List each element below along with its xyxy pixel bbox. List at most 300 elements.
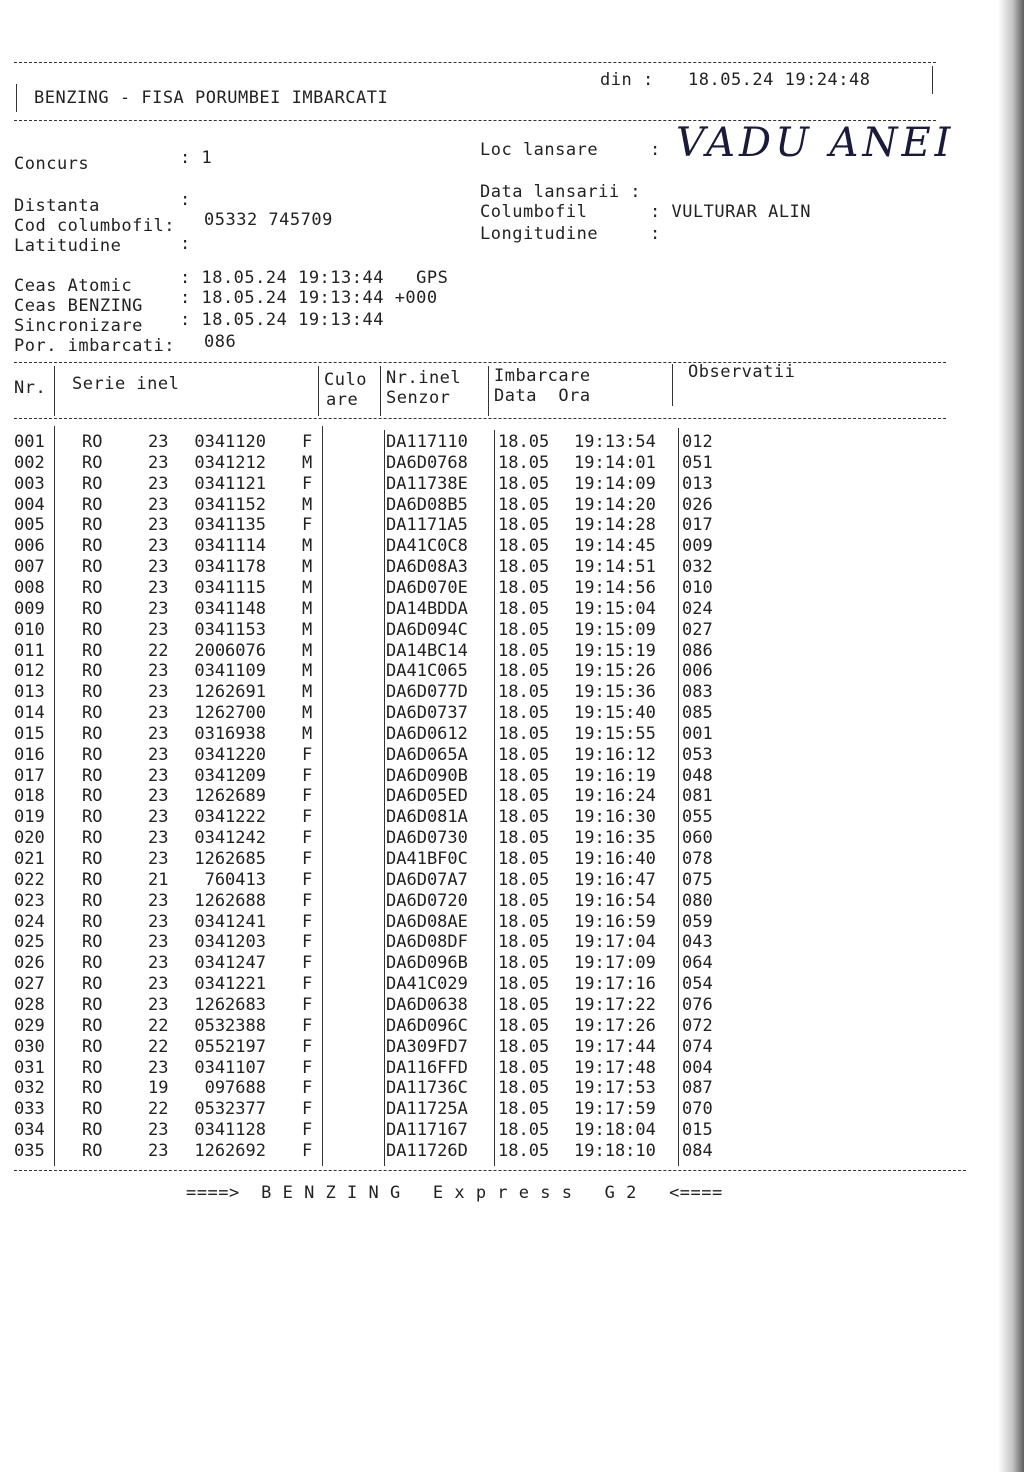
boarding-time: 19:15:26	[574, 661, 656, 682]
ring-year: 22	[148, 1099, 169, 1120]
ring-year: 23	[148, 786, 169, 807]
sensor-id: DA41C0C8	[386, 536, 468, 557]
sensor-id: DA11736C	[386, 1078, 468, 1099]
observation: 024	[682, 598, 713, 619]
observation: 055	[682, 807, 713, 828]
sensor-id: DA6D08AE	[386, 911, 468, 932]
row-number: 026	[14, 953, 45, 974]
ring-country: RO	[82, 557, 103, 578]
ring-country: RO	[82, 1140, 103, 1161]
pigeon-sex: F	[302, 807, 313, 828]
sensor-id: DA6D0720	[386, 890, 468, 911]
row-number: 012	[14, 661, 45, 682]
row-number: 013	[14, 682, 45, 703]
header-observatii: Observatii	[688, 362, 796, 382]
col-sep-serie-header	[318, 366, 319, 416]
observation: 032	[682, 557, 713, 578]
distanta-value: :	[180, 190, 191, 210]
sensor-id: DA6D094C	[386, 619, 468, 640]
observation: 051	[682, 452, 713, 473]
pigeon-sex: F	[302, 828, 313, 849]
boarding-date: 18.05	[498, 1140, 550, 1161]
boarding-date: 18.05	[498, 828, 550, 849]
boarding-time: 19:17:16	[574, 974, 656, 995]
boarding-date: 18.05	[498, 1099, 550, 1120]
observation: 060	[682, 828, 713, 849]
table-row	[0, 1099, 760, 1120]
boarding-time: 19:17:53	[574, 1078, 656, 1099]
boarding-time: 19:16:54	[574, 890, 656, 911]
header-culoare-1: Culo	[324, 370, 367, 390]
sensor-id: DA41C029	[386, 974, 468, 995]
boarding-time: 19:14:56	[574, 577, 656, 598]
table-row	[0, 682, 760, 703]
table-row	[0, 515, 760, 536]
table-row	[0, 870, 760, 891]
table-row	[0, 1016, 760, 1037]
pigeon-sex: F	[302, 1099, 313, 1120]
sensor-id: DA14BDDA	[386, 598, 468, 619]
sensor-id: DA6D077D	[386, 682, 468, 703]
table-row	[0, 745, 760, 766]
table-row	[0, 724, 760, 745]
ring-year: 23	[148, 494, 169, 515]
pigeon-sex: M	[302, 536, 313, 557]
boarding-date: 18.05	[498, 661, 550, 682]
ring-year: 23	[148, 849, 169, 869]
table-row	[0, 432, 760, 453]
latitudine-label: Latitudine	[14, 236, 122, 256]
table-row	[0, 995, 760, 1016]
boarding-date: 18.05	[498, 536, 550, 557]
ring-country: RO	[82, 974, 103, 995]
ring-number: 0341109	[194, 661, 266, 682]
row-number: 003	[14, 473, 45, 494]
col-sep-senzor-header	[488, 366, 489, 416]
boarding-date: 18.05	[498, 432, 550, 452]
ring-year: 23	[148, 536, 169, 557]
row-number: 022	[14, 869, 45, 890]
pigeon-sex: M	[302, 682, 313, 703]
columbofil-value: : VULTURAR ALIN	[650, 202, 812, 222]
observation: 027	[682, 619, 713, 640]
boarding-time: 19:14:09	[574, 473, 656, 494]
ring-country: RO	[82, 1057, 103, 1078]
table-row	[0, 474, 760, 495]
por-imbarcati-label: Por. imbarcati:	[14, 336, 176, 356]
ring-number: 0532388	[194, 1015, 266, 1036]
boarding-time: 19:16:47	[574, 869, 656, 890]
header-nr-inel: Nr.inel	[386, 368, 462, 388]
table-row	[0, 932, 760, 953]
longitudine-value: :	[650, 224, 661, 244]
observation: 080	[682, 890, 713, 911]
boarding-time: 19:17:48	[574, 1057, 656, 1078]
ring-year: 23	[148, 661, 169, 682]
ring-country: RO	[82, 515, 103, 536]
ring-number: 0532377	[194, 1099, 266, 1120]
ring-country: RO	[82, 1015, 103, 1036]
boarding-time: 19:16:12	[574, 744, 656, 765]
row-number: 014	[14, 703, 45, 724]
ring-number: 1262691	[194, 682, 266, 703]
boarding-date: 18.05	[498, 911, 550, 932]
boarding-time: 19:17:09	[574, 953, 656, 974]
din-label: din :	[600, 70, 654, 90]
pigeon-sex: F	[302, 744, 313, 765]
pigeon-sex: M	[302, 557, 313, 578]
ring-year: 22	[148, 640, 169, 661]
boarding-date: 18.05	[498, 786, 550, 807]
table-row	[0, 953, 760, 974]
ring-number: 0341247	[194, 953, 266, 974]
table-row	[0, 912, 760, 933]
sensor-id: DA41C065	[386, 661, 468, 682]
ring-number: 0341212	[194, 452, 266, 473]
boarding-time: 19:16:59	[574, 911, 656, 932]
ring-year: 23	[148, 577, 169, 598]
ring-country: RO	[82, 452, 103, 473]
boarding-date: 18.05	[498, 994, 550, 1015]
row-number: 035	[14, 1140, 45, 1161]
pigeon-sex: F	[302, 953, 313, 974]
distanta-label: Distanta	[14, 196, 100, 216]
ring-number: 0341241	[194, 911, 266, 932]
boarding-time: 19:15:19	[574, 640, 656, 661]
boarding-time: 19:14:51	[574, 557, 656, 578]
table-row	[0, 974, 760, 995]
ring-number: 760413	[204, 869, 266, 890]
ring-country: RO	[82, 619, 103, 640]
ring-year: 23	[148, 1140, 169, 1161]
ring-number: 1262700	[194, 703, 266, 724]
row-number: 033	[14, 1099, 45, 1120]
header-data-ora: Data Ora	[494, 386, 591, 406]
sensor-id: DA11726D	[386, 1140, 468, 1161]
pigeon-sex: M	[302, 577, 313, 598]
ring-number: 1262688	[194, 890, 266, 911]
observation: 048	[682, 765, 713, 786]
pigeon-sex: F	[302, 974, 313, 995]
boarding-date: 18.05	[498, 1078, 550, 1099]
longitudine-label: Longitudine	[480, 224, 599, 244]
ring-year: 23	[148, 932, 169, 953]
boarding-time: 19:14:28	[574, 515, 656, 536]
loc-lansare-label: Loc lansare	[480, 140, 599, 160]
sensor-id: DA6D0737	[386, 703, 468, 724]
ring-number: 1262685	[194, 849, 266, 869]
pigeon-sex: M	[302, 723, 313, 744]
boarding-time: 19:17:04	[574, 932, 656, 953]
ring-number: 097688	[204, 1078, 266, 1099]
sensor-id: DA117110	[386, 432, 468, 452]
row-number: 023	[14, 890, 45, 911]
observation: 043	[682, 932, 713, 953]
ring-year: 23	[148, 682, 169, 703]
table-row	[0, 703, 760, 724]
ring-number: 1262689	[194, 786, 266, 807]
ring-number: 0341209	[194, 765, 266, 786]
observation: 085	[682, 703, 713, 724]
table-bottom-border	[14, 1170, 966, 1171]
observation: 026	[682, 494, 713, 515]
pigeon-sex: F	[302, 849, 313, 869]
sensor-id: DA14BC14	[386, 640, 468, 661]
observation: 006	[682, 661, 713, 682]
row-number: 015	[14, 723, 45, 744]
boarding-time: 19:16:40	[574, 849, 656, 869]
ring-year: 23	[148, 432, 169, 452]
sensor-id: DA6D08DF	[386, 932, 468, 953]
pigeon-sex: M	[302, 598, 313, 619]
ring-year: 23	[148, 723, 169, 744]
pigeon-sex: F	[302, 869, 313, 890]
boarding-time: 19:17:44	[574, 1036, 656, 1057]
row-number: 024	[14, 911, 45, 932]
sensor-id: DA6D08A3	[386, 557, 468, 578]
observation: 015	[682, 1120, 713, 1141]
sensor-id: DA6D090B	[386, 765, 468, 786]
boarding-time: 19:18:04	[574, 1120, 656, 1141]
concurs-label: Concurs	[14, 154, 90, 174]
ring-year: 23	[148, 473, 169, 494]
sensor-id: DA1171A5	[386, 515, 468, 536]
ring-country: RO	[82, 494, 103, 515]
ring-year: 23	[148, 619, 169, 640]
observation: 084	[682, 1140, 713, 1161]
ring-number: 1262692	[194, 1140, 266, 1161]
sensor-id: DA6D05ED	[386, 786, 468, 807]
sensor-id: DA117167	[386, 1120, 468, 1141]
table-row	[0, 578, 760, 599]
pigeon-sex: M	[302, 640, 313, 661]
pigeon-sex: M	[302, 703, 313, 724]
por-imbarcati-value: 086	[204, 332, 237, 352]
table-row	[0, 1141, 760, 1162]
ring-country: RO	[82, 536, 103, 557]
table-row	[0, 766, 760, 787]
boarding-date: 18.05	[498, 869, 550, 890]
ring-number: 0341203	[194, 932, 266, 953]
loc-lansare-handwritten: VADU ANEI	[676, 120, 955, 166]
row-number: 028	[14, 994, 45, 1015]
observation: 017	[682, 515, 713, 536]
ring-number: 0341153	[194, 619, 266, 640]
observation: 087	[682, 1078, 713, 1099]
ring-country: RO	[82, 744, 103, 765]
boarding-date: 18.05	[498, 932, 550, 953]
boarding-date: 18.05	[498, 598, 550, 619]
ring-country: RO	[82, 577, 103, 598]
row-number: 025	[14, 932, 45, 953]
boarding-date: 18.05	[498, 1057, 550, 1078]
footer-brand: ====> B E N Z I N G E x p r e s s G 2 <====	[186, 1183, 723, 1203]
table-row	[0, 849, 760, 870]
pigeon-sex: F	[302, 765, 313, 786]
pigeon-sex: M	[302, 661, 313, 682]
observation: 053	[682, 744, 713, 765]
pigeon-sex: M	[302, 452, 313, 473]
sensor-id: DA116FFD	[386, 1057, 468, 1078]
row-number: 016	[14, 744, 45, 765]
boarding-time: 19:15:04	[574, 598, 656, 619]
pigeon-sex: F	[302, 911, 313, 932]
ring-number: 0341242	[194, 828, 266, 849]
data-lansarii-label: Data lansarii :	[480, 182, 642, 202]
boarding-time: 19:16:24	[574, 786, 656, 807]
concurs-value: : 1	[180, 148, 213, 168]
boarding-date: 18.05	[498, 494, 550, 515]
observation: 074	[682, 1036, 713, 1057]
ring-country: RO	[82, 849, 103, 869]
ring-number: 0341135	[194, 515, 266, 536]
row-number: 006	[14, 536, 45, 557]
row-number: 008	[14, 577, 45, 598]
row-number: 002	[14, 452, 45, 473]
boarding-date: 18.05	[498, 682, 550, 703]
row-number: 031	[14, 1057, 45, 1078]
table-row	[0, 536, 760, 557]
table-row	[0, 1037, 760, 1058]
boarding-time: 19:15:40	[574, 703, 656, 724]
ring-country: RO	[82, 890, 103, 911]
header-nr: Nr.	[14, 378, 47, 398]
ring-number: 0341220	[194, 744, 266, 765]
boarding-date: 18.05	[498, 1120, 550, 1141]
table-row	[0, 557, 760, 578]
sensor-id: DA41BF0C	[386, 849, 468, 869]
pigeon-sex: F	[302, 515, 313, 536]
table-row	[0, 641, 760, 662]
observation: 004	[682, 1057, 713, 1078]
table-row	[0, 1078, 760, 1099]
row-number: 020	[14, 828, 45, 849]
ring-number: 0341107	[194, 1057, 266, 1078]
loc-lansare-colon: :	[650, 140, 661, 160]
boarding-time: 19:15:36	[574, 682, 656, 703]
sincronizare-value: : 18.05.24 19:13:44	[180, 310, 384, 330]
pigeon-sex: F	[302, 473, 313, 494]
sensor-id: DA6D096B	[386, 953, 468, 974]
ring-year: 23	[148, 1120, 169, 1141]
observation: 076	[682, 994, 713, 1015]
table-row	[0, 807, 760, 828]
ring-country: RO	[82, 807, 103, 828]
scan-edge-shadow	[998, 0, 1024, 1472]
ring-country: RO	[82, 703, 103, 724]
observation: 054	[682, 974, 713, 995]
row-number: 004	[14, 494, 45, 515]
row-number: 018	[14, 786, 45, 807]
din-value: 18.05.24 19:24:48	[688, 70, 871, 90]
ring-number: 0341121	[194, 473, 266, 494]
sensor-id: DA6D08B5	[386, 494, 468, 515]
table-row	[0, 661, 760, 682]
ceas-benzing-value: : 18.05.24 19:13:44 +000	[180, 288, 438, 308]
cod-columbofil-value: 05332 745709	[204, 210, 333, 230]
cod-columbofil-label: Cod columbofil:	[14, 216, 176, 236]
pigeon-sex: F	[302, 994, 313, 1015]
boarding-time: 19:14:45	[574, 536, 656, 557]
ring-number: 1262683	[194, 994, 266, 1015]
pigeon-sex: F	[302, 932, 313, 953]
row-number: 019	[14, 807, 45, 828]
observation: 070	[682, 1099, 713, 1120]
boarding-time: 19:15:55	[574, 723, 656, 744]
boarding-date: 18.05	[498, 974, 550, 995]
observation: 001	[682, 723, 713, 744]
pigeon-sex: F	[302, 1057, 313, 1078]
observation: 009	[682, 536, 713, 557]
boarding-time: 19:17:59	[574, 1099, 656, 1120]
boarding-time: 19:15:09	[574, 619, 656, 640]
ring-year: 19	[148, 1078, 169, 1099]
ring-year: 23	[148, 1057, 169, 1078]
columbofil-label: Columbofil	[480, 202, 588, 222]
row-number: 029	[14, 1015, 45, 1036]
boarding-time: 19:16:30	[574, 807, 656, 828]
boarding-date: 18.05	[498, 619, 550, 640]
row-number: 021	[14, 849, 45, 869]
observation: 072	[682, 1015, 713, 1036]
observation: 059	[682, 911, 713, 932]
header-senzor: Senzor	[386, 388, 451, 408]
observation: 075	[682, 869, 713, 890]
ceas-atomic-label: Ceas Atomic	[14, 276, 133, 296]
ring-country: RO	[82, 869, 103, 890]
ring-country: RO	[82, 661, 103, 682]
header-imbarcare: Imbarcare	[494, 366, 591, 386]
ring-country: RO	[82, 1036, 103, 1057]
ring-country: RO	[82, 682, 103, 703]
sensor-id: DA6D0768	[386, 452, 468, 473]
ring-year: 23	[148, 911, 169, 932]
boarding-date: 18.05	[498, 452, 550, 473]
sensor-id: DA6D0730	[386, 828, 468, 849]
ring-year: 23	[148, 452, 169, 473]
boarding-time: 19:13:54	[574, 432, 656, 452]
boarding-date: 18.05	[498, 473, 550, 494]
sensor-id: DA6D0612	[386, 723, 468, 744]
table-row	[0, 620, 760, 641]
boarding-date: 18.05	[498, 515, 550, 536]
row-number: 011	[14, 640, 45, 661]
ring-number: 0316938	[194, 723, 266, 744]
ring-number: 0341115	[194, 577, 266, 598]
row-number: 032	[14, 1078, 45, 1099]
observation: 010	[682, 577, 713, 598]
boarding-time: 19:14:01	[574, 452, 656, 473]
ring-year: 21	[148, 869, 169, 890]
row-number: 030	[14, 1036, 45, 1057]
table-row	[0, 891, 760, 912]
pigeon-sex: F	[302, 786, 313, 807]
ring-year: 23	[148, 828, 169, 849]
ring-number: 2006076	[194, 640, 266, 661]
observation: 064	[682, 953, 713, 974]
pigeon-sex: F	[302, 890, 313, 911]
ring-number: 0341152	[194, 494, 266, 515]
ring-country: RO	[82, 473, 103, 494]
ring-country: RO	[82, 640, 103, 661]
ring-number: 0341221	[194, 974, 266, 995]
boarding-time: 19:17:22	[574, 994, 656, 1015]
observation: 086	[682, 640, 713, 661]
ring-year: 23	[148, 890, 169, 911]
ring-country: RO	[82, 953, 103, 974]
ceas-benzing-label: Ceas BENZING	[14, 296, 143, 316]
row-number: 007	[14, 557, 45, 578]
